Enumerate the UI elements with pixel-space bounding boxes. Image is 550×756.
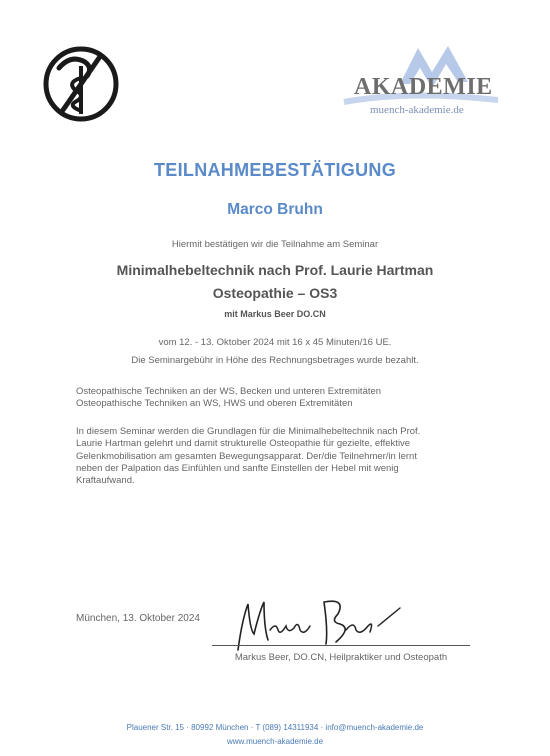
akademie-url: muench-akademie.de (370, 104, 464, 116)
place-date: München, 13. Oktober 2024 (76, 613, 200, 624)
description-line: In diesem Seminar werden die Grundlagen für die Minimalhebeltechnik nach Prof. (76, 426, 421, 437)
description-line: Laurie Hartman gelehrt und damit strukturelle Osteopathie für gezielte, effektive (76, 438, 411, 450)
topic-line: Osteopathische Techniken an WS, HWS und oberen Extremitäten (76, 398, 353, 410)
description-line: Gelenkmobilisation am gesamten Bewegungsapparat. Der/die Teilnehmer/in lernt (76, 450, 417, 462)
caduceus-circle-icon (41, 44, 121, 124)
description-line: Kraftaufwand. (76, 475, 135, 487)
akademie-logo (340, 42, 500, 124)
certificate-title: TEILNAHMEBESTÄTIGUNG (154, 160, 396, 180)
seminar-title: Minimalhebeltechnik nach Prof. Laurie Hartman (116, 262, 434, 278)
fee-note: Die Seminargebühr in Höhe des Rechnungsbetrages wurde bezahlt. (131, 355, 419, 366)
participant-name: Marco Bruhn (227, 201, 323, 218)
description-line: neben der Palpation das Einfühlen und sanfte Einstellen der Hebel mit wenig (76, 462, 399, 474)
akademie-wordmark: AKADEMIE (354, 74, 493, 100)
intro-text: Hiermit bestätigen wir die Teilnahme am Seminar (171, 239, 379, 250)
footer-website: www.muench-akademie.de (226, 737, 324, 746)
signature-line (212, 645, 470, 646)
topic-line: Osteopathische Techniken an der WS, Becken und unteren Extremitäten (76, 386, 382, 397)
seminar-dates: vom 12. - 13. Oktober 2024 mit 16 x 45 Minuten/16 UE. (158, 337, 392, 348)
topics-list (76, 386, 496, 411)
handwritten-signature (228, 590, 408, 658)
signer-name: Markus Beer, DO.CN, Heilpraktiker und Osteopath (234, 652, 448, 663)
footer-address: Plauener Str. 15 · 80992 München · T (089) 14311934 · info@muench-akademie.de (126, 723, 424, 732)
seminar-subtitle: Osteopathie – OS3 (212, 285, 338, 301)
teacher-line: mit Markus Beer DO.CN (224, 309, 326, 319)
seminar-description (76, 426, 496, 487)
